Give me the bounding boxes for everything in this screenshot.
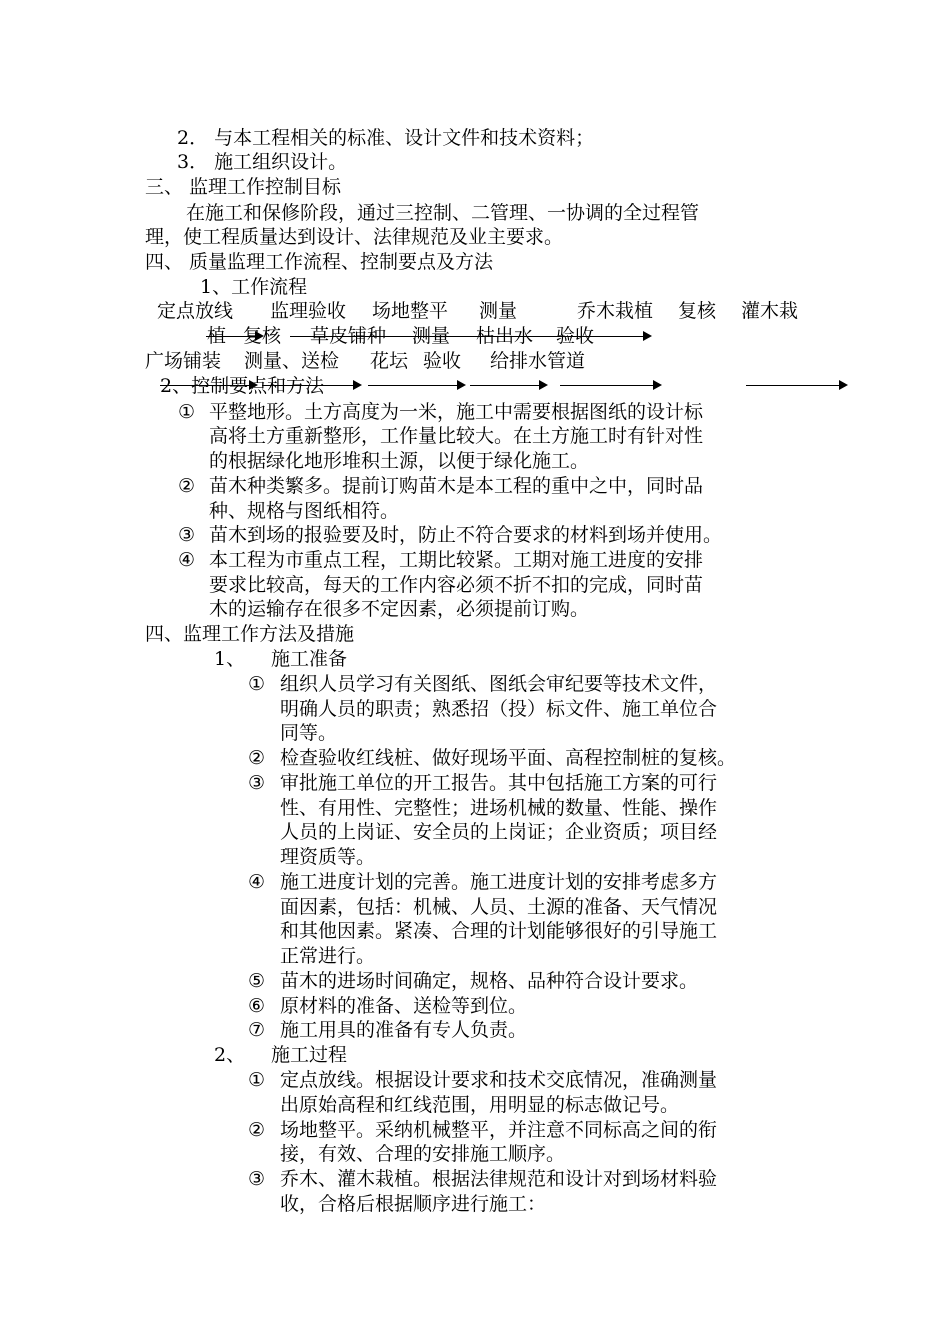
list-number: ④ — [248, 871, 266, 893]
flow-step: 监理验收 — [270, 300, 347, 322]
list-item-line: 同等。 — [280, 722, 338, 744]
flow-step: 草皮铺种 — [310, 325, 387, 347]
flow-step: 测量 — [412, 325, 451, 347]
flow-arrow — [160, 385, 256, 386]
list-item-line: 和其他因素。紧凑、合理的计划能够很好的引导施工 — [280, 920, 718, 942]
flow-step: 验收 — [556, 325, 595, 347]
flow-step: 测量、送检 — [244, 350, 340, 372]
flow-step: 给排水管道 — [490, 350, 586, 372]
process-subheading: 施工过程 — [271, 1044, 348, 1066]
list-item-line: 苗木的进场时间确定，规格、品种符合设计要求。 — [280, 970, 699, 992]
list-item-line: 高将土方重新整形，工作量比较大。在土方施工时有针对性 — [209, 425, 704, 447]
flow-step: 定点放线 — [157, 300, 234, 322]
list-number: ② — [248, 747, 266, 769]
list-item-line: 场地整平。采纳机械整平，并注意不同标高之间的衔 — [280, 1119, 718, 1141]
section3-para-line2: 理，使工程质量达到设计、法律规范及业主要求。 — [145, 226, 564, 248]
section5-heading: 四、监理工作方法及措施 — [145, 623, 355, 645]
list-item-line: 种、规格与图纸相符。 — [209, 500, 400, 522]
list-item-line: 审批施工单位的开工报告。其中包括施工方案的可行 — [280, 772, 718, 794]
list-number: ② — [248, 1119, 266, 1141]
process-number: 2、 — [214, 1044, 246, 1066]
flow-step: 广场铺装 — [145, 350, 222, 372]
list-number: ⑦ — [248, 1019, 266, 1041]
list-item-line: 明确人员的职责；熟悉招（投）标文件、施工单位合 — [280, 698, 718, 720]
flow-arrow — [262, 385, 360, 386]
list-item-line: 组织人员学习有关图纸、图纸会审纪要等技术文件， — [280, 673, 718, 695]
basis-item-2: 2． 与本工程相关的标准、设计文件和技术资料； — [177, 127, 595, 149]
list-item-line: 木的运输存在很多不定因素，必须提前订购。 — [209, 598, 590, 620]
section3-para-line1: 在施工和保修阶段，通过三控制、二管理、一协调的全过程管 — [186, 202, 700, 224]
list-number: ② — [178, 475, 196, 497]
list-number: ① — [248, 673, 266, 695]
flow-step: 乔木栽植 — [577, 300, 654, 322]
flow-arrow — [746, 385, 846, 386]
list-item-line: 人员的上岗证、安全员的上岗证；企业资质；项目经 — [280, 821, 718, 843]
basis-item-3: 3． 施工组织设计。 — [177, 151, 348, 173]
flow-step: 测量 — [479, 300, 518, 322]
workflow-subheading: 1、工作流程 — [200, 276, 308, 298]
flow-step: 花坛 — [370, 350, 409, 372]
flow-arrow — [290, 336, 650, 337]
section3-heading: 三、 监理工作控制目标 — [145, 176, 342, 198]
list-item-line: 面因素，包括：机械、人员、土源的准备、天气情况 — [280, 896, 718, 918]
list-number: ③ — [248, 1168, 266, 1190]
flow-step: 场地整平 — [372, 300, 449, 322]
flow-arrow — [560, 385, 660, 386]
flow-step: 植 — [207, 325, 227, 347]
list-item-line: 苗木到场的报验要及时，防止不符合要求的材料到场并使用。 — [209, 524, 723, 546]
prep-number: 1、 — [214, 648, 246, 670]
list-item-line: 本工程为市重点工程，工期比较紧。工期对施工进度的安排 — [209, 549, 704, 571]
flow-step: 复核 — [678, 300, 717, 322]
flow-step: 灌木栽 — [741, 300, 799, 322]
list-item-line: 定点放线。根据设计要求和技术交底情况，准确测量 — [280, 1069, 718, 1091]
flow-step: 复核 — [243, 325, 282, 347]
list-number: ① — [178, 401, 196, 423]
list-item-line: 要求比较高，每天的工作内容必须不折不扣的完成，同时苗 — [209, 574, 704, 596]
prep-subheading: 施工准备 — [271, 648, 348, 670]
list-item-line: 的根据绿化地形堆积土源，以便于绿化施工。 — [209, 450, 590, 472]
section4-heading: 四、 质量监理工作流程、控制要点及方法 — [145, 251, 494, 273]
list-item-line: 理资质等。 — [280, 846, 376, 868]
flow-arrow — [368, 385, 464, 386]
list-item-line: 接，有效、合理的安排施工顺序。 — [280, 1143, 566, 1165]
list-item-line: 出原始高程和红线范围，用明显的标志做记号。 — [280, 1094, 680, 1116]
list-item-line: 苗木种类繁多。提前订购苗木是本工程的重中之中，同时品 — [209, 475, 704, 497]
list-item-line: 施工用具的准备有专人负责。 — [280, 1019, 528, 1041]
list-number: ③ — [178, 524, 196, 546]
list-item-line: 平整地形。土方高度为一米，施工中需要根据图纸的设计标 — [209, 401, 704, 423]
list-item-line: 性、有用性、完整性；进场机械的数量、性能、操作 — [280, 797, 718, 819]
control-points-subheading: 2、控制要点和方法 — [160, 375, 325, 397]
list-item-line: 乔木、灌木栽植。根据法律规范和设计对到场材料验 — [280, 1168, 718, 1190]
list-number: ⑤ — [248, 970, 266, 992]
list-number: ③ — [248, 772, 266, 794]
list-item-line: 正常进行。 — [280, 945, 376, 967]
flow-arrow — [470, 385, 546, 386]
list-item-line: 检查验收红线桩、做好现场平面、高程控制桩的复核。 — [280, 747, 737, 769]
list-number: ④ — [178, 549, 196, 571]
flow-step: 验收 — [423, 350, 462, 372]
list-item-line: 原材料的准备、送检等到位。 — [280, 995, 528, 1017]
list-number: ① — [248, 1069, 266, 1091]
list-item-line: 施工进度计划的完善。施工进度计划的安排考虑多方 — [280, 871, 718, 893]
flow-step: 枯出水 — [476, 325, 534, 347]
flow-arrow — [206, 336, 262, 337]
list-item-line: 收，合格后根据顺序进行施工： — [280, 1193, 547, 1215]
list-number: ⑥ — [248, 995, 266, 1017]
